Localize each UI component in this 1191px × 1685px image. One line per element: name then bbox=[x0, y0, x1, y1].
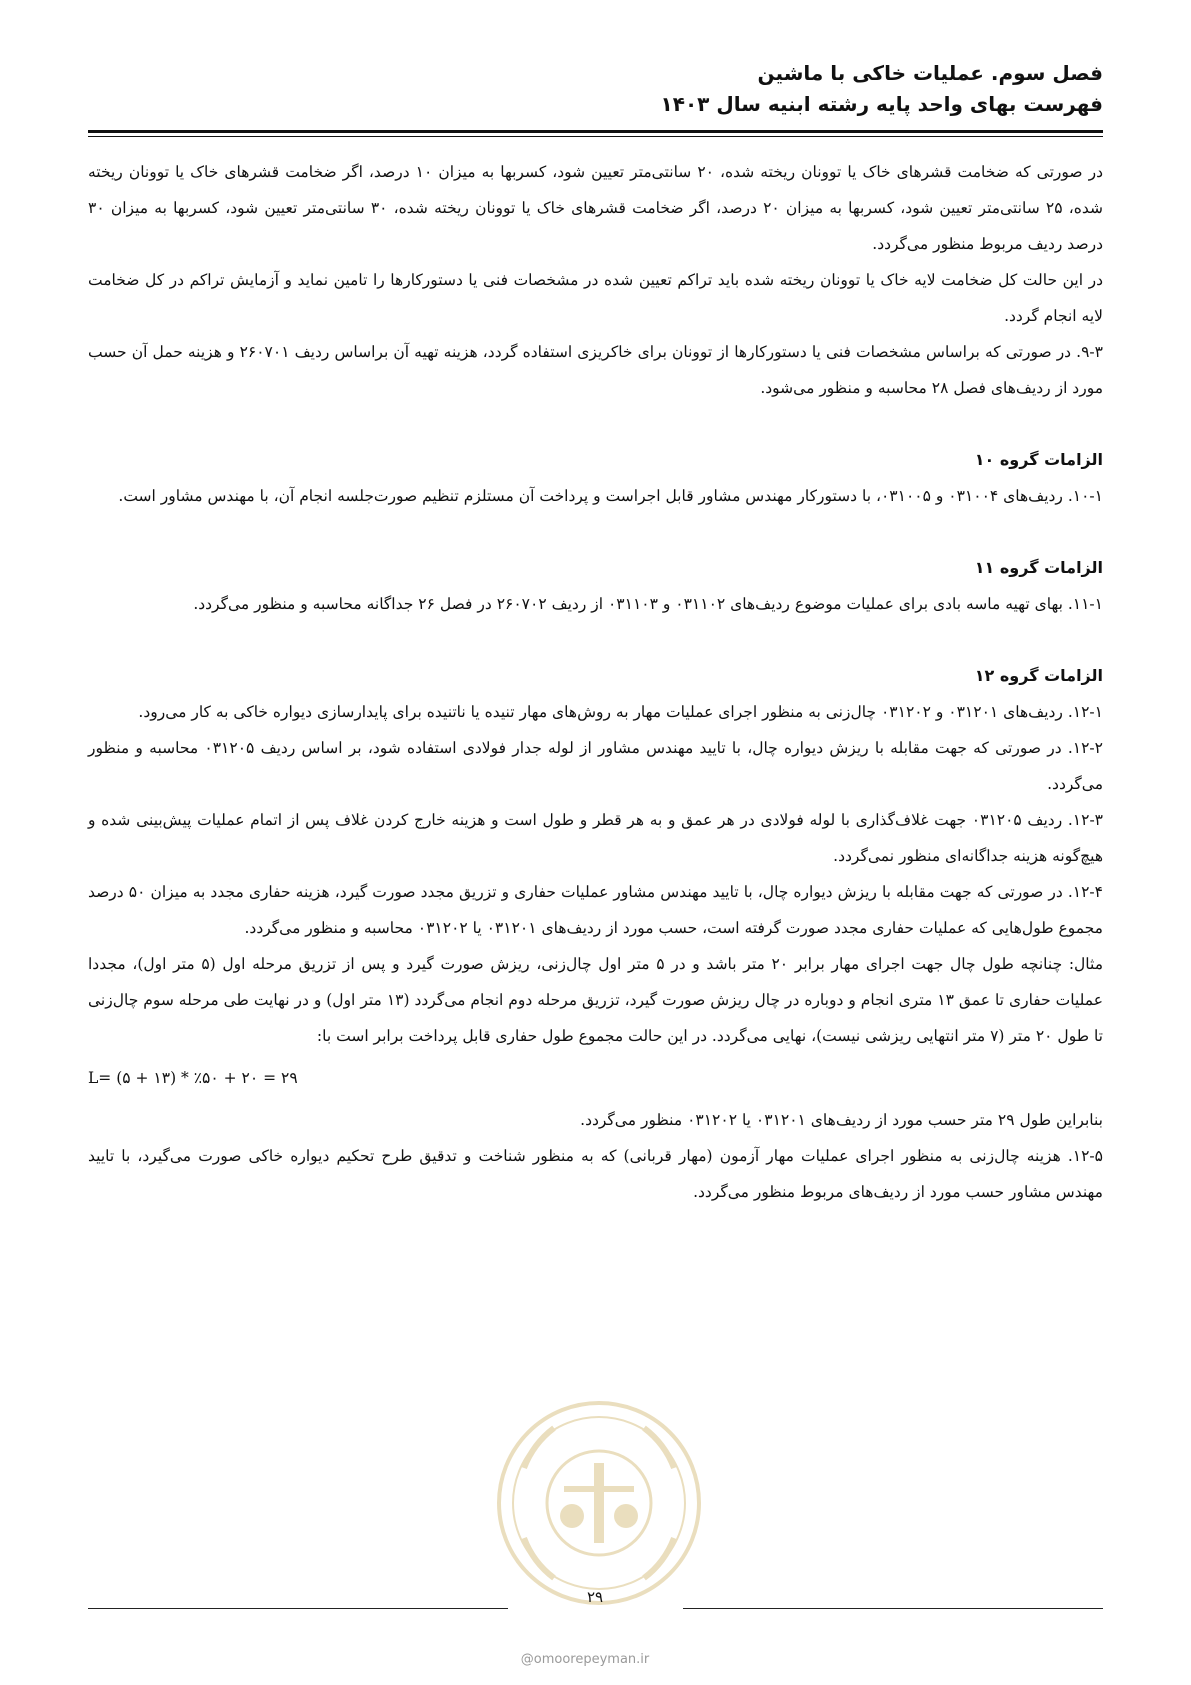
spacer bbox=[88, 514, 1103, 550]
paragraph: ۱۲-۲. در صورتی که جهت مقابله با ریزش دیواره چال، با تایید مهندس مشاور از لوله جدار فولادی استفاده شود، بر اساس ردیف ۰۳۱۲۰۵ محاسبه و منظور می‌گردد. bbox=[88, 739, 1103, 793]
paragraph: ۱۲-۵. هزینه چال‌زنی به منظور اجرای عملیات مهار آزمون (مهار قربانی) که به منظور شناخت و تدقیق طرح تحکیم دیواره خاکی صورت می‌گیرد، با تایید مهندس مشاور حسب مورد از ردیف‌های مربوط منظور می‌گردد. bbox=[88, 1147, 1103, 1201]
section-heading-12: الزامات گروه ۱۲ bbox=[974, 666, 1103, 685]
header-rule-thick bbox=[88, 130, 1103, 133]
spacer bbox=[88, 622, 1103, 658]
paragraph: ۱۲-۱. ردیف‌های ۰۳۱۲۰۱ و ۰۳۱۲۰۲ چال‌زنی به منظور اجرای عملیات مهار به روش‌های مهار تنیده یا ناتنیده برای پایدارسازی دیواره خاکی به کار می‌رود. bbox=[138, 703, 1103, 721]
section-heading-11: الزامات گروه ۱۱ bbox=[974, 558, 1103, 577]
website-watermark: @omoorepeyman.ir bbox=[520, 1652, 650, 1667]
paragraph: در صورتی که ضخامت قشرهای خاک یا توونان ریخته شده، ۲۰ سانتی‌متر تعیین شود، کسربها به میزان ۱۰ درصد، اگر ضخامت قشرهای خاک یا توونان ریخته شده، ۲۵ سانتی‌متر تعیین شود، کسربها به میزان ۲۰ درصد، اگر ضخامت قشرهای خاک یا توونان ریخته شده، ۳۰ سانتی‌متر تعیین شود، کسربها به میزان ۳۰ درصد ردیف مربوط منظور می‌گردد. bbox=[88, 163, 1103, 253]
page-number: ۲۹ bbox=[586, 1588, 604, 1606]
paragraph: ۱۲-۳. ردیف ۰۳۱۲۰۵ جهت غلاف‌گذاری با لوله فولادی در هر عمق و به هر قطر و طول است و هزینه خارج کردن غلاف پس از اتمام عملیات پیش‌بینی شده و هیچ‌گونه هزینه جداگانه‌ای منظور نمی‌گردد. bbox=[88, 811, 1104, 865]
chapter-title: فصل سوم. عملیات خاکی با ماشین bbox=[757, 61, 1103, 85]
example-paragraph: مثال: چنانچه طول چال جهت اجرای مهار برابر ۲۰ متر باشد و در ۵ متر اول چال‌زنی، ریزش صورت گیرد و پس از تزریق مرحله اول (۵ متر اول)، مجددا عملیات حفاری تا عمق ۱۳ متری انجام و دوباره در چال ریزش صورت گیرد، تزریق مرحله دوم انجام می‌گردد (۱۳ متر اول) و در نهایت طی مرحله سوم چال‌زنی تا طول ۲۰ متر (۷ متر انتهایی ریزشی نیست)، نهایی می‌گردد. در این حالت مجموع طول حفاری قابل پرداخت برابر است با: bbox=[88, 955, 1104, 1045]
footer-rule-left bbox=[88, 1608, 508, 1609]
section-heading-10: الزامات گروه ۱۰ bbox=[974, 450, 1103, 469]
paragraph: ۱۰-۱. ردیف‌های ۰۳۱۰۰۴ و ۰۳۱۰۰۵، با دستورکار مهندس مشاور قابل اجراست و پرداخت آن مستلزم تنظیم صورت‌جلسه انجام آن، با مهندس مشاور است. bbox=[118, 487, 1103, 505]
footer-rule-right bbox=[683, 1608, 1103, 1609]
watermark-seal-icon bbox=[494, 1398, 704, 1608]
document-title: فهرست بهای واحد پایه رشته ابنیه سال ۱۴۰۳ bbox=[660, 92, 1103, 116]
paragraph: ۱۲-۴. در صورتی که جهت مقابله با ریزش دیواره چال، با تایید مهندس مشاور عملیات حفاری و تزریق مجدد صورت گیرد، هزینه حفاری مجدد به میزان ۵۰ درصد مجموع طول‌هایی که عملیات حفاری مجدد صورت گرفته است، حسب مورد از ردیف‌های ۰۳۱۲۰۱ یا ۰۳۱۲۰۲ محاسبه و منظور می‌گردد. bbox=[88, 883, 1103, 937]
page-header bbox=[83, 58, 1103, 120]
paragraph: در این حالت کل ضخامت لایه خاک یا توونان ریخته شده باید تراکم تعیین شده در مشخصات فنی یا دستورکارها را تامین نماید و آزمایش تراکم در کل ضخامت لایه انجام گردد. bbox=[88, 271, 1103, 325]
spacer bbox=[88, 406, 1103, 442]
header-rule-thin bbox=[88, 136, 1103, 137]
paragraph: ۱۱-۱. بهای تهیه ماسه بادی برای عملیات موضوع ردیف‌های ۰۳۱۱۰۲ و ۰۳۱۱۰۳ از ردیف ۲۶۰۷۰۲ در فصل ۲۶ جداگانه محاسبه و منظور می‌گردد. bbox=[193, 595, 1103, 613]
paragraph: بنابراین طول ۲۹ متر حسب مورد از ردیف‌های ۰۳۱۲۰۱ یا ۰۳۱۲۰۲ منظور می‌گردد. bbox=[580, 1111, 1103, 1129]
paragraph: ۹-۳. در صورتی که براساس مشخصات فنی یا دستورکارها از توونان برای خاکریزی استفاده گردد، هزینه تهیه آن براساس ردیف ۲۶۰۷۰۱ و هزینه حمل آن حسب مورد از ردیف‌های فصل ۲۸ محاسبه و منظور می‌شود. bbox=[88, 343, 1103, 397]
page-body bbox=[88, 154, 1103, 1210]
formula: L= (۵ + ۱۳) * ٪۵۰ + ۲۰ = ۲۹ bbox=[88, 1069, 298, 1087]
